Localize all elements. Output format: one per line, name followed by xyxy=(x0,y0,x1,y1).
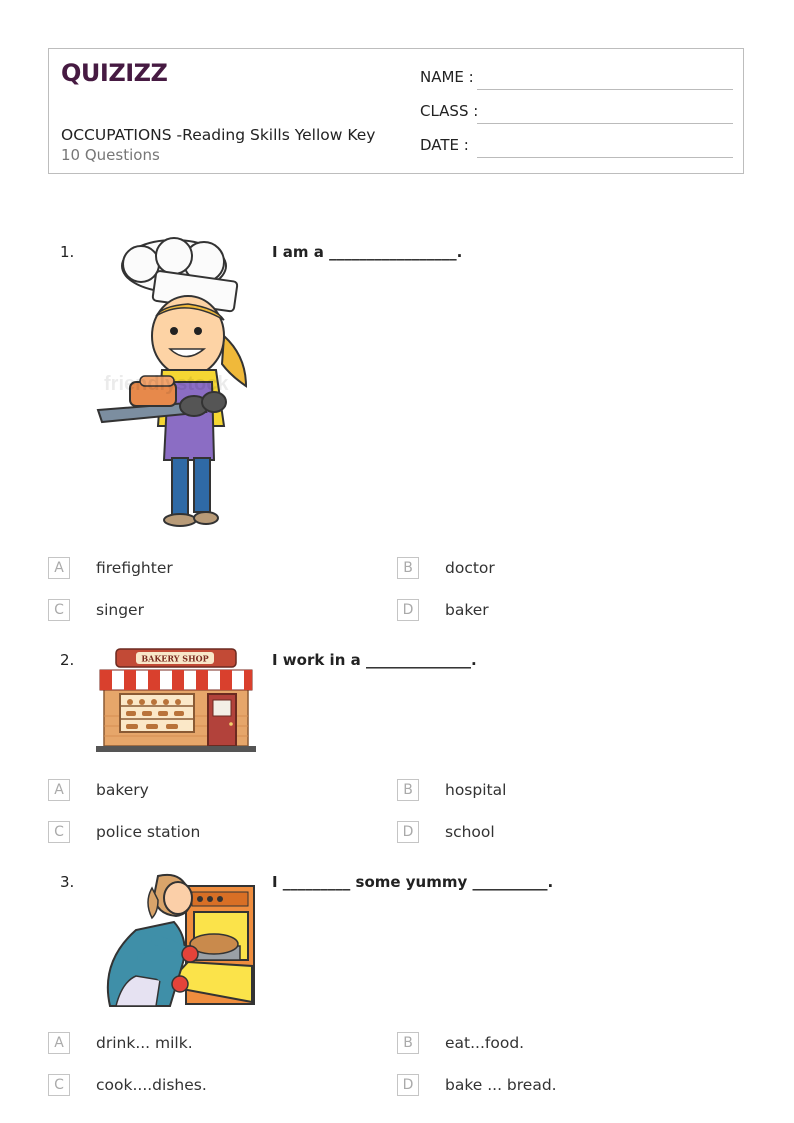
question-count: 10 Questions xyxy=(61,146,160,164)
question-text: I am a _________________. xyxy=(272,243,463,261)
option-b-text[interactable]: hospital xyxy=(445,781,507,799)
class-line[interactable] xyxy=(477,123,733,124)
option-c-text[interactable]: singer xyxy=(96,601,144,619)
option-a-text[interactable]: firefighter xyxy=(96,559,173,577)
name-field[interactable] xyxy=(420,68,733,90)
option-c-text[interactable]: cook....dishes. xyxy=(96,1076,207,1094)
baker-illustration xyxy=(96,236,258,534)
option-c-letter[interactable]: C xyxy=(48,1074,70,1096)
name-line[interactable] xyxy=(477,89,733,90)
option-d-letter[interactable]: D xyxy=(397,821,419,843)
option-b-text[interactable]: doctor xyxy=(445,559,495,577)
question-text: I work in a ______________. xyxy=(272,651,477,669)
worksheet-header xyxy=(48,48,744,174)
option-c-letter[interactable]: C xyxy=(48,821,70,843)
option-a-letter[interactable]: A xyxy=(48,779,70,801)
bakery-shop-illustration xyxy=(96,646,256,754)
shop-sign: BAKERY SHOP xyxy=(141,653,209,664)
option-d-letter[interactable]: D xyxy=(397,1074,419,1096)
option-a-letter[interactable]: A xyxy=(48,557,70,579)
image-watermark: friendlystock xyxy=(104,373,229,395)
question-text: I _________ some yummy __________. xyxy=(272,873,554,891)
question-number: 3. xyxy=(60,873,75,891)
class-field[interactable] xyxy=(420,102,733,124)
option-d-text[interactable]: bake ... bread. xyxy=(445,1076,557,1094)
option-c-text[interactable]: police station xyxy=(96,823,201,841)
option-c-letter[interactable]: C xyxy=(48,599,70,621)
option-d-letter[interactable]: D xyxy=(397,599,419,621)
option-d-text[interactable]: school xyxy=(445,823,495,841)
name-label: NAME : xyxy=(420,68,474,86)
question-number: 1. xyxy=(60,243,75,261)
class-label: CLASS : xyxy=(420,102,479,120)
date-field[interactable] xyxy=(420,136,733,158)
option-a-text[interactable]: bakery xyxy=(96,781,149,799)
option-b-letter[interactable]: B xyxy=(397,779,419,801)
option-b-text[interactable]: eat...food. xyxy=(445,1034,525,1052)
worksheet-title: OCCUPATIONS -Reading Skills Yellow Key xyxy=(61,126,376,144)
option-a-text[interactable]: drink... milk. xyxy=(96,1034,193,1052)
baking-bread-illustration xyxy=(96,866,258,1008)
question-number: 2. xyxy=(60,651,75,669)
quizizz-logo: QUIZIZZ xyxy=(61,59,168,87)
date-label: DATE : xyxy=(420,136,469,154)
option-b-letter[interactable]: B xyxy=(397,1032,419,1054)
option-a-letter[interactable]: A xyxy=(48,1032,70,1054)
option-b-letter[interactable]: B xyxy=(397,557,419,579)
date-line[interactable] xyxy=(477,157,733,158)
option-d-text[interactable]: baker xyxy=(445,601,489,619)
